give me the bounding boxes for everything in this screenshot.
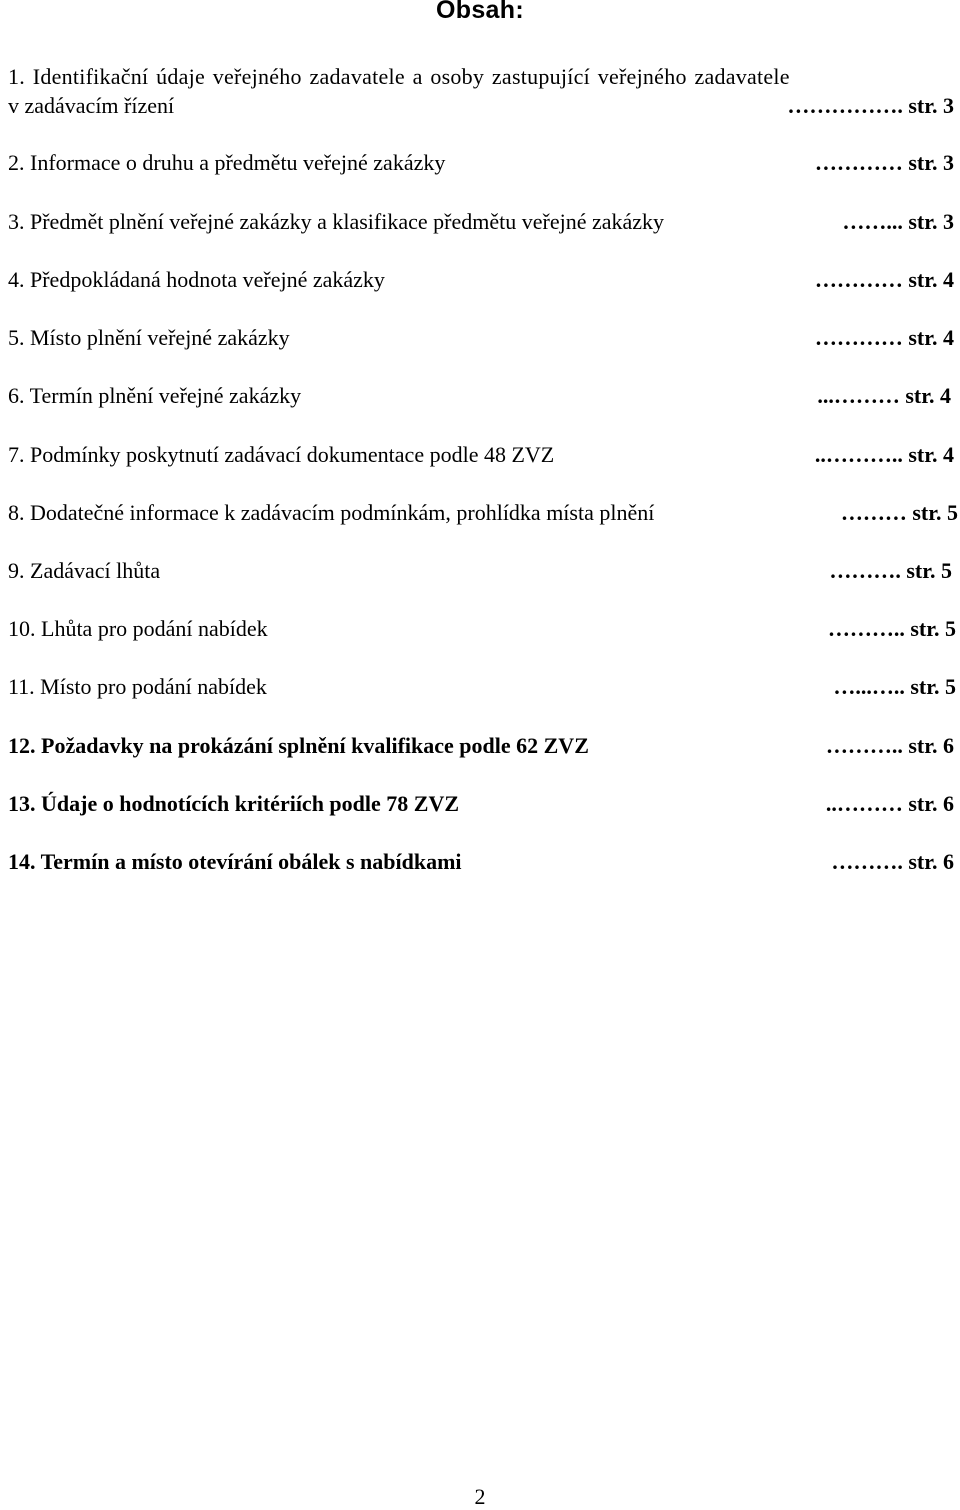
toc-entry-1-label: v zadávacím řízení — [8, 93, 175, 118]
toc-entry-13-label: 13. Údaje o hodnotících kritériích podle 78 ZVZ — [8, 791, 460, 816]
page-number: 2 — [474, 1484, 486, 1509]
toc-entry-11-page-ref: …...….. str. 5 — [833, 674, 956, 699]
toc-entry-6-label: 6. Termín plnění veřejné zakázky — [8, 383, 302, 408]
toc-entry-4-label: 4. Předpokládaná hodnota veřejné zakázky — [8, 267, 385, 292]
toc-entry-5-label: 5. Místo plnění veřejné zakázky — [8, 325, 290, 350]
toc-entry-9-label: 9. Zadávací lhůta — [8, 558, 161, 583]
toc-entry-11-label: 11. Místo pro podání nabídek — [8, 674, 267, 699]
toc-entry-14-label: 14. Termín a místo otevírání obálek s nabídkami — [8, 849, 462, 874]
toc-entry-12-label: 12. Požadavky na prokázání splnění kvalifikace podle 62 ZVZ — [8, 733, 589, 758]
toc-entry-3-label: 3. Předmět plnění veřejné zakázky a klasifikace předmětu veřejné zakázky — [8, 209, 665, 234]
toc-title: Obsah: — [436, 0, 524, 24]
toc-entry-7-label: 7. Podmínky poskytnutí zadávací dokumentace podle 48 ZVZ — [8, 442, 555, 467]
toc-entry-9-page-ref: ………. str. 5 — [829, 558, 952, 583]
toc-entry-6-page-ref: ...……… str. 4 — [817, 383, 951, 408]
toc-entry-5-page-ref: ………… str. 4 — [814, 325, 954, 350]
toc-entry-10-page-ref: ……….. str. 5 — [827, 616, 956, 641]
toc-entry-12-page-ref: ……….. str. 6 — [825, 733, 954, 758]
toc-entry-2-page-ref: ………… str. 3 — [814, 150, 954, 175]
toc-entry-7-page-ref: ..……….. str. 4 — [814, 442, 954, 467]
toc-entry-14-page-ref: ………. str. 6 — [831, 849, 954, 874]
toc-entry-10-label: 10. Lhůta pro podání nabídek — [8, 616, 268, 641]
toc-entry-8-page-ref: ……… str. 5 — [840, 500, 958, 525]
toc-entry-4-page-ref: ………… str. 4 — [814, 267, 954, 292]
toc-entry-13-page-ref: ..……… str. 6 — [825, 791, 954, 816]
toc-entry-8-label: 8. Dodatečné informace k zadávacím podmínkám, prohlídka místa plnění — [8, 500, 655, 525]
toc-entry-1-page-ref: ……………. str. 3 — [787, 93, 954, 118]
toc-entry-2-label: 2. Informace o druhu a předmětu veřejné zakázky — [8, 150, 446, 175]
toc-entry-1-line1: 1. Identifikační údaje veřejného zadavatele a osoby zastupující veřejného zadavatele — [8, 64, 790, 89]
toc-entry-3-page-ref: ……... str. 3 — [842, 209, 954, 234]
